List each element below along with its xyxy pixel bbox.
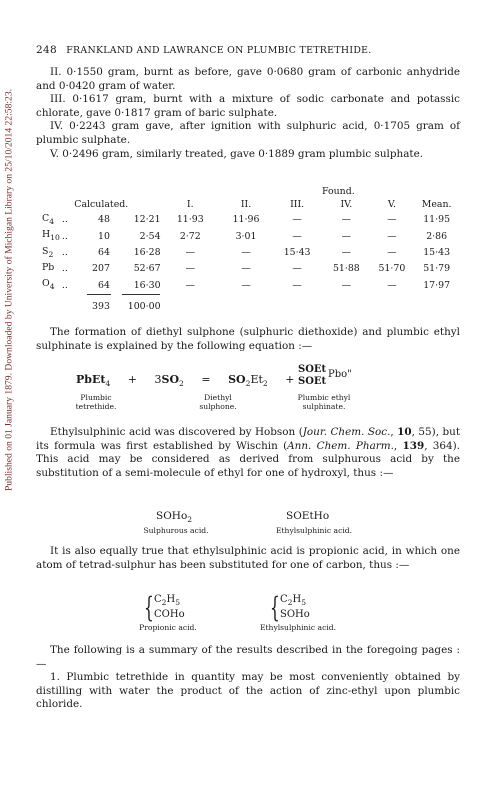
- found-iii: —: [292, 230, 302, 242]
- header-iii: III.: [290, 199, 305, 210]
- total-rule-weight: [87, 294, 111, 295]
- row-dots: ..: [61, 246, 68, 258]
- formula-propionic: [154, 594, 185, 621]
- calc-weight: 10: [98, 230, 110, 242]
- element-symbol: S: [42, 245, 49, 257]
- found-mean: 51·79: [423, 263, 451, 275]
- eq-lhs2-sub: 2: [179, 379, 184, 389]
- formula-ethylsulphinic-2: [280, 594, 310, 621]
- formula-c: C: [280, 594, 288, 605]
- download-notice: [2, 30, 16, 550]
- text-run: , 55), but its formula was first established by Wischin (: [36, 426, 460, 452]
- running-title: FRANKLAND AND LAWRANCE ON PLUMBIC TETRETHIDE.: [66, 45, 372, 56]
- calc-percent: 2·54: [139, 230, 161, 242]
- formula-h: H: [166, 594, 176, 605]
- element-symbol: Pb: [42, 262, 55, 273]
- summary-paragraphs: [36, 644, 460, 712]
- header-iv: IV.: [340, 199, 353, 210]
- caption-propionic: Propionic acid.: [139, 623, 197, 632]
- found-v: —: [387, 246, 397, 258]
- eq-rhs1-tail-sub: 2: [262, 379, 268, 389]
- text-run: Ethylsulphinic acid was discovered by Hobson (: [50, 426, 303, 438]
- found-v: —: [387, 214, 397, 226]
- total-weight: 393: [92, 300, 110, 312]
- eq-plus-1: +: [127, 373, 137, 386]
- calc-percent: 16·30: [133, 279, 161, 291]
- caption-line: sulphone.: [199, 402, 237, 411]
- found-iv: —: [341, 246, 352, 258]
- found-iv: 51·88: [332, 263, 360, 275]
- row-dots: ..: [61, 263, 68, 275]
- found-i: 11·93: [176, 214, 204, 226]
- eq-lhs1-sub: 4: [105, 379, 111, 389]
- text-run: , 364). This acid may be considered as derived from sulphurous acid by the substitution of a semi-molecule of ethyl for one of hydroxyl, thus :—: [36, 439, 460, 479]
- calc-weight: 64: [98, 279, 110, 291]
- eq-rhs1-tail: Et: [250, 373, 263, 386]
- citation-journal: Jour. Chem. Soc.: [302, 426, 391, 438]
- calc-weight: 64: [98, 246, 110, 258]
- caption-line: Diethyl: [204, 393, 232, 402]
- found-iv: —: [341, 214, 352, 226]
- caption-sulphurous: Sulphurous acid.: [143, 526, 209, 535]
- found-v: —: [387, 279, 397, 291]
- calc-weight: 207: [92, 263, 110, 275]
- eq-rhs2-bottom: SOEt: [298, 376, 327, 387]
- paragraph-equation-intro: The formation of diethyl sulphone (sulphuric diethoxide) and plumbic ethyl sulphinate is explained by the following equation :—: [36, 326, 460, 352]
- calc-percent: 12·21: [133, 214, 161, 226]
- eq-rhs1-sub: 2: [245, 379, 251, 389]
- found-mean: 15·43: [423, 246, 451, 258]
- found-i: —: [185, 279, 195, 291]
- caption-plumbic-ethyl-sulphinate: [284, 393, 364, 411]
- caption-diethyl-sulphone: [188, 393, 248, 411]
- found-iii: 15·43: [283, 246, 311, 258]
- caption-line: Plumbic: [80, 393, 112, 402]
- formula-ethylsulphinic: SOEtHo: [286, 510, 330, 522]
- propionic-paragraph: [36, 545, 460, 572]
- found-iii: —: [292, 263, 302, 275]
- header-v: V.: [387, 199, 396, 210]
- row-dots: ..: [61, 214, 68, 226]
- found-mean: 11·95: [423, 214, 451, 226]
- element-subscript: 10: [50, 232, 60, 242]
- text-run: ,: [390, 426, 398, 438]
- found-iii: —: [292, 214, 302, 226]
- formula-h-sub: 5: [301, 598, 307, 607]
- caption-line: sulphinate.: [302, 402, 346, 411]
- found-iv: —: [341, 230, 352, 242]
- paragraph-summary-intro: The following is a summary of the results described in the foregoing pages :—: [36, 644, 460, 670]
- paragraph-analysis-2: II. 0·1550 gram, burnt as before, gave 0·0680 gram of carbonic anhydride and 0·0420 gram of water.: [36, 66, 460, 92]
- citation-volume: 10: [397, 426, 412, 438]
- element-symbol: C: [42, 212, 50, 224]
- eq-lhs1: PbEt: [76, 373, 106, 386]
- found-iv: —: [341, 279, 352, 291]
- header-i: I.: [186, 199, 194, 210]
- paragraph-analysis-3: III. 0·1617 gram, burnt with a mixture of sodic carbonate and potassic chlorate, gave 0·1817 gram of baric sulphate.: [36, 93, 460, 119]
- analysis-table: [42, 198, 460, 314]
- citation-journal: Ann. Chem. Pharm.: [287, 439, 394, 452]
- found-ii: —: [241, 263, 251, 275]
- table-row: [42, 277, 460, 293]
- equation-intro: [36, 326, 460, 353]
- paragraph-ethylsulphinic: [36, 426, 460, 480]
- formula-top: [154, 594, 185, 609]
- brace-propionic: {: [144, 591, 154, 624]
- eq-rhs2-right: Pbo": [328, 369, 352, 380]
- calc-percent: 52·67: [133, 263, 161, 275]
- caption-line: Plumbic ethyl: [297, 393, 351, 402]
- element-subscript: 2: [48, 249, 54, 259]
- formula-h: H: [292, 594, 302, 605]
- table-header-row: [42, 198, 460, 212]
- caption-plumbic-tetrethide: [66, 393, 126, 411]
- eq-plus-2: +: [285, 373, 295, 386]
- found-v: —: [387, 230, 397, 242]
- eq-lhs2-coef: 3: [154, 373, 162, 386]
- page-number: 248: [36, 44, 57, 56]
- eq-rhs2: [298, 364, 326, 388]
- calc-weight: 48: [98, 214, 110, 226]
- header-mean: Mean.: [421, 199, 452, 210]
- table-row: [42, 228, 460, 244]
- table-row: [42, 212, 460, 228]
- total-percent: 100·00: [127, 300, 161, 312]
- header-ii: II.: [240, 199, 252, 210]
- text-run: ,: [393, 439, 403, 452]
- caption-ethylsulphinic: Ethylsulphinic acid.: [275, 526, 353, 535]
- paragraph-analysis-4: IV. 0·2243 gram gave, after ignition with sulphuric acid, 0·1705 gram of plumbic sulphate.: [36, 120, 460, 146]
- table-row: [42, 261, 460, 277]
- table-row: [42, 245, 460, 261]
- element-subscript: 4: [49, 216, 55, 226]
- element-symbol: O: [42, 278, 50, 290]
- citation-volume: 139: [402, 439, 425, 452]
- row-dots: ..: [61, 279, 68, 291]
- found-i: 2·72: [179, 230, 201, 242]
- found-iii: —: [292, 279, 302, 291]
- found-v: 51·70: [378, 263, 406, 275]
- formula-c-sub: 2: [287, 598, 293, 607]
- formula-c: C: [154, 594, 162, 605]
- equation-main: [76, 373, 308, 388]
- formula-bottom: COHo: [154, 609, 185, 620]
- found-ii: 3·01: [235, 230, 257, 242]
- element-symbol: H: [42, 229, 51, 241]
- found-mean: 17·97: [423, 279, 451, 291]
- found-label: Found.: [322, 186, 355, 197]
- paragraph-analysis-5: V. 0·2496 gram, similarly treated, gave 0·1889 gram plumbic sulphate.: [50, 147, 424, 160]
- ethylsulphinic-paragraph: [36, 426, 460, 480]
- found-i: —: [185, 246, 195, 258]
- eq-lhs2: SO: [161, 373, 180, 386]
- paragraph-propionic: It is also equally true that ethylsulphinic acid is propionic acid, in which one atom of tetrad-sulphur has been substituted for one of carbon, thus :—: [36, 545, 460, 571]
- formula-h-sub: 5: [175, 598, 181, 607]
- found-i: —: [185, 263, 195, 275]
- found-ii: —: [241, 246, 251, 258]
- formula-text: SOHo: [156, 510, 188, 522]
- brace-ethylsulphinic: {: [270, 591, 280, 624]
- row-dots: ..: [61, 230, 68, 242]
- formula-sulphurous: [156, 510, 192, 524]
- eq-rhs2-top: SOEt: [298, 364, 327, 375]
- download-notice-text: Published on 01 January 1879. Downloaded by University of Michigan Library on 25/10/2014 22:58:23.: [3, 88, 15, 492]
- paragraph-summary-1: 1. Plumbic tetrethide in quantity may be most conveniently obtained by distilling with water the product of the action of zinc-ethyl upon plumbic chloride.: [36, 671, 460, 711]
- table-total-row: [42, 300, 460, 314]
- header-calculated: Calculated.: [74, 199, 129, 210]
- found-ii: 11·96: [232, 214, 260, 226]
- eq-equals: =: [201, 373, 211, 386]
- analysis-paragraphs: [36, 66, 460, 161]
- eq-rhs1: SO: [228, 373, 246, 386]
- formula-top: [280, 594, 310, 609]
- element-subscript: 4: [49, 282, 55, 292]
- formula-c-sub: 2: [161, 598, 167, 607]
- formula-bottom: SOHo: [280, 609, 310, 620]
- calc-percent: 16·28: [133, 246, 161, 258]
- found-mean: 2·86: [426, 230, 448, 242]
- caption-line: tetrethide.: [75, 402, 117, 411]
- caption-ethylsulphinic-2: Ethylsulphinic acid.: [259, 623, 337, 632]
- formula-sub: 2: [187, 515, 193, 525]
- running-head: [36, 44, 460, 56]
- total-rule-percent: [122, 294, 160, 295]
- found-ii: —: [241, 279, 251, 291]
